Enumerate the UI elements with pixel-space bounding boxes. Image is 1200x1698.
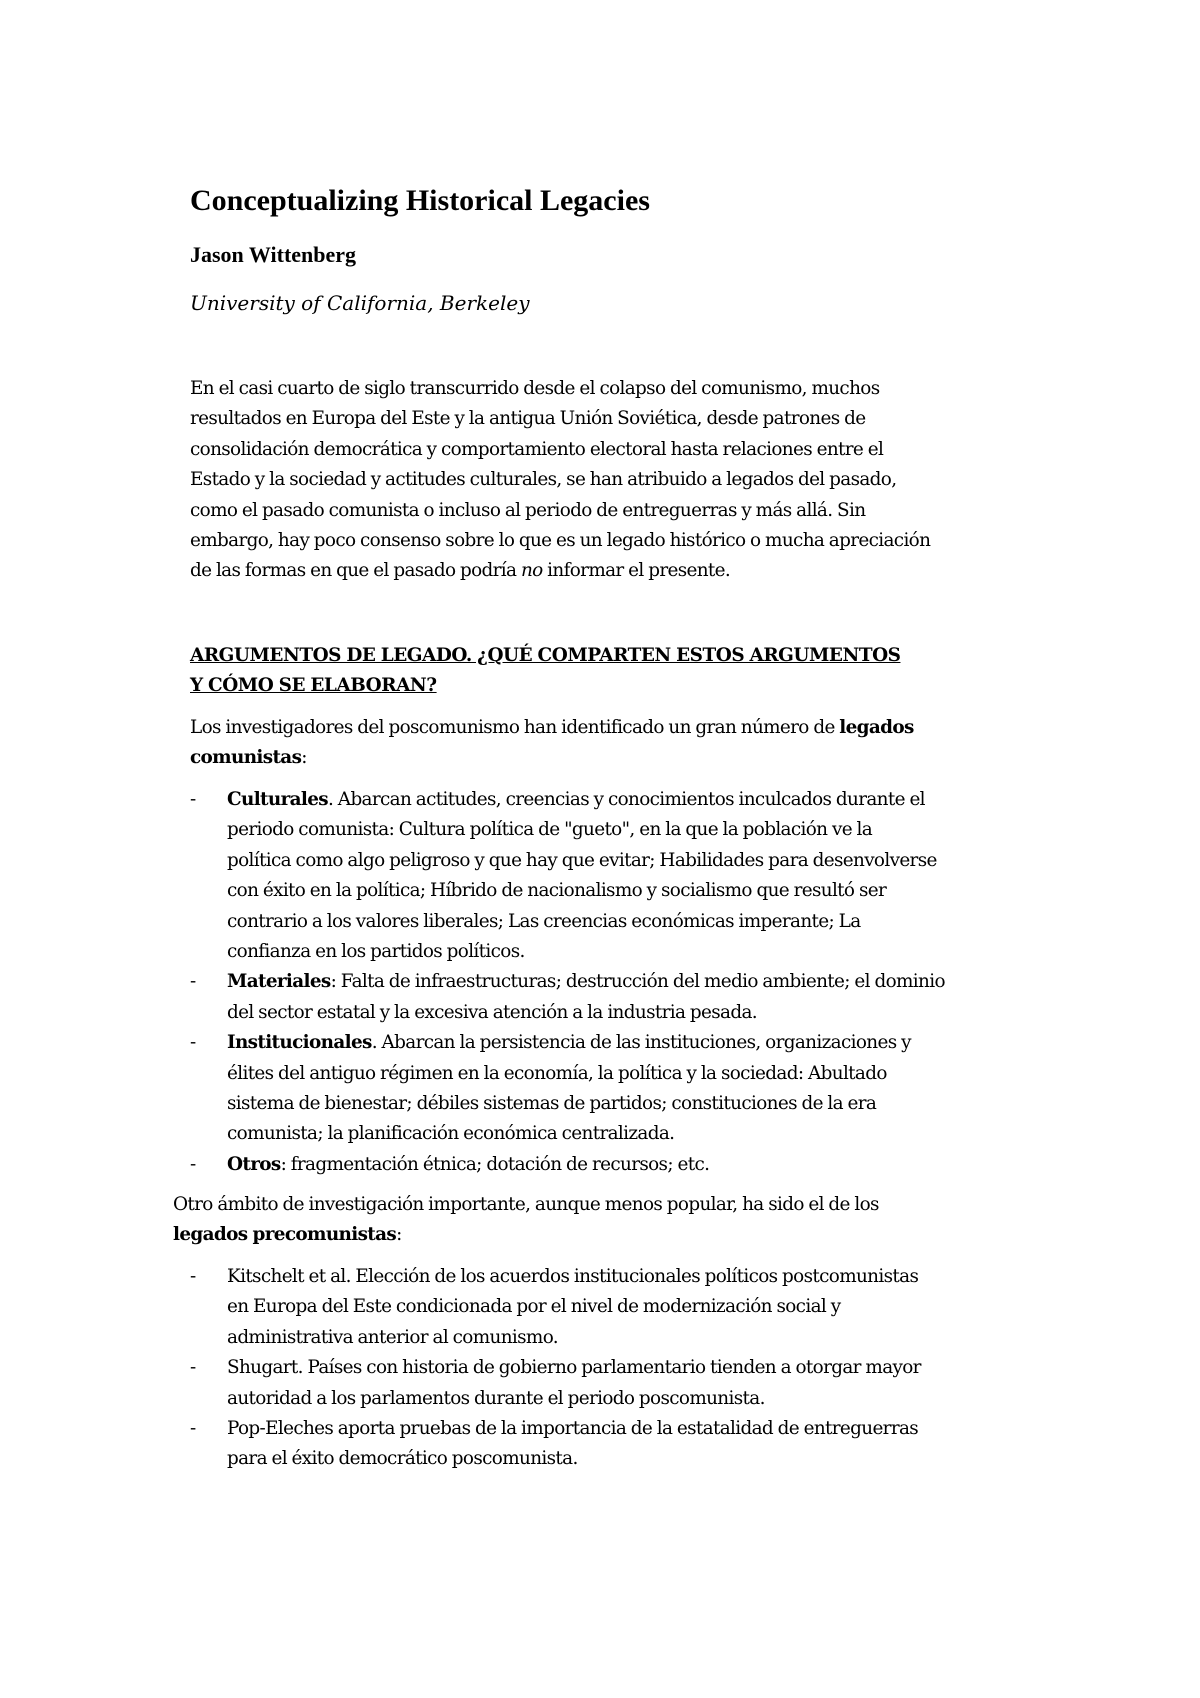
list-item-line: Shugart. Países con historia de gobierno parlamentario tienden a otorgar mayor: [227, 1357, 921, 1379]
list-item-line: [227, 1028, 945, 1058]
list-item: [190, 1262, 921, 1353]
abstract-last-line: [190, 556, 930, 586]
abstract-text: de las formas en que el pasado podría: [190, 560, 521, 582]
list-item: [190, 1028, 945, 1150]
list-item-line: comunista; la planificación económica centralizada.: [227, 1123, 675, 1145]
list-item-line: política como algo peligroso y que hay que evitar; Habilidades para desenvolverse: [227, 849, 937, 871]
list-item-line: administrativa anterior al comunismo.: [227, 1326, 558, 1348]
intro-text: :: [396, 1224, 402, 1246]
communist-legacies-list: [190, 785, 945, 1180]
list-item-line: contrario a los valores liberales; Las creencias económicas imperante; La: [227, 910, 861, 932]
list-item: [190, 967, 945, 1028]
list-item-text: : fragmentación étnica; dotación de recursos; etc.: [280, 1153, 710, 1175]
section-heading-line: Y CÓMO SE ELABORAN?: [190, 675, 437, 696]
list-item-term: Materiales: [227, 971, 331, 993]
dash-bullet: -: [190, 1032, 196, 1054]
list-item-line: periodo comunista: Cultura política de "gueto", en la que la población ve la: [227, 819, 873, 841]
intro-bold: comunistas: [190, 747, 302, 769]
list-item: [190, 1353, 921, 1414]
author-name: Jason Wittenberg: [190, 242, 357, 267]
communist-legacies-intro: [190, 713, 914, 774]
list-item: [190, 785, 945, 967]
intro-text: :: [301, 747, 307, 769]
list-item-line: Kitschelt et al. Elección de los acuerdos institucionales políticos postcomunistas: [227, 1266, 919, 1287]
dash-bullet: -: [190, 971, 196, 993]
abstract-line: como el pasado comunista o incluso al periodo de entreguerras y más allá. Sin: [190, 499, 866, 521]
list-item-line: [227, 785, 945, 815]
dash-bullet: -: [190, 1418, 196, 1440]
list-item-line: [227, 1150, 945, 1180]
intro-line: [190, 713, 914, 743]
intro-text: Los investigadores del poscomunismo han identificado un gran número de: [190, 717, 840, 738]
document-title: Conceptualizing Historical Legacies: [190, 184, 650, 217]
abstract-text: informar el presente.: [542, 560, 731, 582]
intro-line: Otro ámbito de investigación importante, aunque menos popular, ha sido el de los: [173, 1194, 879, 1215]
section-heading: [190, 641, 900, 701]
list-item-line: autoridad a los parlamentos durante el periodo poscomunista.: [227, 1387, 765, 1409]
list-item-line: del sector estatal y la excesiva atención a la industria pesada.: [227, 1001, 757, 1023]
list-item-term: Culturales: [227, 789, 329, 810]
dash-bullet: -: [190, 1153, 196, 1175]
list-item: [190, 1150, 945, 1180]
abstract-line: embargo, hay poco consenso sobre lo que es un legado histórico o mucha apreciación: [190, 530, 931, 552]
list-item-line: Pop-Eleches aporta pruebas de la importancia de la estatalidad de entreguerras: [227, 1418, 919, 1440]
list-item-line: confianza en los partidos políticos.: [227, 941, 525, 963]
list-item-term: Otros: [227, 1153, 281, 1175]
dash-bullet: -: [190, 1266, 196, 1287]
abstract-line: consolidación democrática y comportamiento electoral hasta relaciones entre el: [190, 438, 884, 460]
abstract-line: resultados en Europa del Este y la antigua Unión Soviética, desde patrones de: [190, 408, 866, 430]
list-item-term: Institucionales: [227, 1032, 372, 1054]
intro-bold: legados precomunistas: [173, 1224, 397, 1246]
precommunist-legacies-intro: [173, 1190, 879, 1251]
list-item-line: sistema de bienestar; débiles sistemas de partidos; constituciones de la era: [227, 1093, 877, 1115]
abstract-paragraph: [190, 374, 930, 587]
author-affiliation: University of California, Berkeley: [190, 291, 530, 315]
abstract-line: Estado y la sociedad y actitudes culturales, se han atribuido a legados del pasado,: [190, 469, 897, 491]
list-item-text: . Abarcan actitudes, creencias y conocimientos inculcados durante el: [328, 789, 925, 810]
list-item-line: en Europa del Este condicionada por el nivel de modernización social y: [227, 1296, 841, 1318]
list-item-line: élites del antiguo régimen en la economía, la política y la sociedad: Abultado: [227, 1062, 887, 1084]
abstract-line: En el casi cuarto de siglo transcurrido desde el colapso del comunismo, muchos: [190, 378, 880, 399]
list-item-text: : Falta de infraestructuras; destrucción del medio ambiente; el dominio: [330, 971, 945, 993]
intro-line: [190, 743, 914, 773]
dash-bullet: -: [190, 1357, 196, 1379]
intro-line: [173, 1220, 879, 1250]
list-item: [190, 1414, 921, 1475]
list-item-line: con éxito en la política; Híbrido de nacionalismo y socialismo que resultó ser: [227, 880, 887, 902]
section-heading-line: ARGUMENTOS DE LEGADO. ¿QUÉ COMPARTEN ESTOS ARGUMENTOS: [190, 645, 901, 666]
list-item-line: [227, 967, 945, 997]
abstract-emphasis: no: [520, 560, 543, 582]
dash-bullet: -: [190, 789, 196, 810]
intro-bold: legados: [839, 717, 914, 738]
list-item-line: para el éxito democrático poscomunista.: [227, 1448, 578, 1470]
list-item-text: . Abarcan la persistencia de las instituciones, organizaciones y: [371, 1032, 911, 1054]
precommunist-legacies-list: [190, 1262, 921, 1475]
